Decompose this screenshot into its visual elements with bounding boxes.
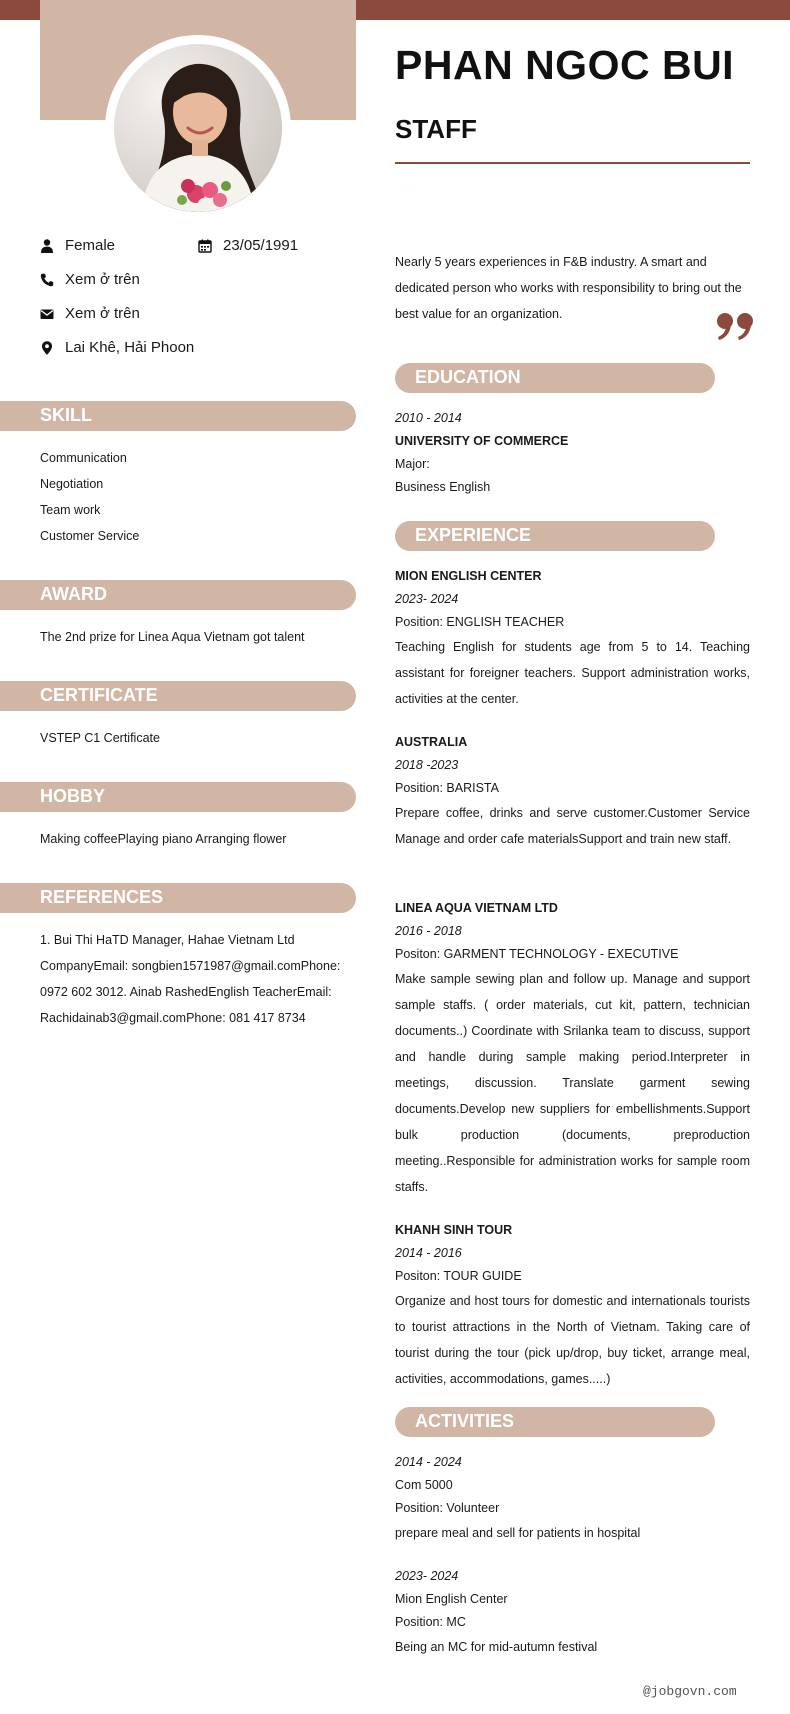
education-school: UNIVERSITY OF COMMERCE bbox=[395, 434, 569, 448]
skill-heading: SKILL bbox=[40, 405, 92, 425]
experience-company: MION ENGLISH CENTER bbox=[395, 569, 542, 583]
experience-description: Make sample sewing plan and follow up. Manage and support sample staffs. ( order materials, cut kit, pattern, technician documents..) Coordinate with Srilanka team to discuss, support and handle during sample making period.Interpreter in meetings, discussion. Translate garment sewing documents.Develop new suppliers for embellishments.Support bulk production (documents, preproduction meeting..Responsible for administration works for sample room staffs. bbox=[395, 972, 750, 1194]
experience-period: 2023- 2024 bbox=[395, 592, 459, 606]
experience-position: Position: BARISTA bbox=[395, 781, 499, 795]
quote-mark-icon bbox=[716, 312, 754, 342]
skill-list bbox=[40, 445, 356, 549]
references-section-header bbox=[0, 883, 356, 913]
birthday-value: 23/05/1991 bbox=[223, 237, 299, 254]
experience-company: AUSTRALIA bbox=[395, 735, 468, 749]
gender-value: Female bbox=[65, 237, 116, 254]
certificate-section-header bbox=[0, 681, 356, 711]
experience-period: 2014 - 2016 bbox=[395, 1246, 462, 1260]
experience-period: 2016 - 2018 bbox=[395, 924, 462, 938]
experience-company: KHANH SINH TOUR bbox=[395, 1223, 513, 1237]
activities-section-header bbox=[395, 1407, 715, 1437]
experience-position: Positon: GARMENT TECHNOLOGY - EXECUTIVE bbox=[395, 947, 679, 961]
activity-entry bbox=[395, 1451, 750, 1546]
experience-company: LINEA AQUA VIETNAM LTD bbox=[395, 901, 558, 915]
portrait-photo bbox=[114, 44, 282, 212]
hobby-heading: HOBBY bbox=[40, 786, 106, 806]
experience-entry bbox=[395, 1219, 750, 1392]
profile-summary: Nearly 5 years experiences in F&B industry. A smart and dedicated person who works with responsibility to bring out the best value for an organization. bbox=[395, 255, 742, 321]
skill-section-header bbox=[0, 401, 356, 431]
award-heading: AWARD bbox=[40, 584, 107, 604]
experience-position: Position: ENGLISH TEACHER bbox=[395, 615, 565, 629]
person-icon bbox=[40, 239, 54, 253]
email-row bbox=[40, 305, 140, 322]
address-row bbox=[40, 339, 194, 356]
experience-position: Positon: TOUR GUIDE bbox=[395, 1269, 522, 1283]
avatar-ring bbox=[105, 35, 291, 221]
experience-period: 2018 -2023 bbox=[395, 758, 459, 772]
phone-row bbox=[40, 271, 140, 288]
birthday-row bbox=[198, 237, 298, 254]
hobby-text: Making coffeePlaying piano Arranging flower bbox=[40, 832, 287, 846]
certificate-heading: CERTIFICATE bbox=[40, 685, 158, 705]
email-value: Xem ở trên bbox=[65, 305, 140, 322]
activity-org: Com 5000 bbox=[395, 1478, 453, 1492]
experience-description: Organize and host tours for domestic and internationals tourists to tourist attractions in the North of Vietnam. Taking care of tourist during the tour (pick up/drop, buy ticket, arrange meal, activities, accommodations, games.....) bbox=[395, 1294, 750, 1386]
footer-watermark: @jobgovn.com bbox=[643, 1684, 737, 1699]
education-heading: EDUCATION bbox=[415, 367, 521, 387]
education-major: Business English bbox=[395, 480, 491, 494]
education-entry bbox=[395, 407, 750, 499]
activities-heading: ACTIVITIES bbox=[415, 1411, 515, 1431]
activity-org: Mion English Center bbox=[395, 1592, 508, 1606]
hobby-section-header bbox=[0, 782, 356, 812]
education-section-header bbox=[395, 363, 715, 393]
skill-item: Team work bbox=[40, 503, 101, 517]
avatar bbox=[114, 44, 282, 212]
location-pin-icon bbox=[40, 341, 54, 355]
address-value: Lai Khê, Hải Phoon bbox=[65, 339, 195, 356]
skill-item: Customer Service bbox=[40, 529, 140, 543]
education-major-label: Major: bbox=[395, 457, 430, 471]
gender-row bbox=[40, 237, 115, 254]
experience-description: Teaching English for students age from 5 to 14. Teaching assistant for foreigner teachers. Support administration works, activities at the center. bbox=[395, 640, 750, 706]
experience-entry bbox=[395, 731, 761, 852]
references-heading: REFERENCES bbox=[40, 887, 164, 907]
experience-entry bbox=[395, 897, 750, 1200]
skill-item: Communication bbox=[40, 451, 127, 465]
education-period: 2010 - 2014 bbox=[395, 411, 462, 425]
experience-description: Prepare coffee, drinks and serve customer.Customer Service Manage and order cafe materialsSupport and train new staff. bbox=[395, 806, 761, 846]
activity-position: Position: Volunteer bbox=[395, 1501, 500, 1515]
activity-description: prepare meal and sell for patients in hospital bbox=[395, 1526, 641, 1540]
envelope-icon bbox=[40, 307, 54, 321]
activity-period: 2014 - 2024 bbox=[395, 1455, 462, 1469]
activity-description: Being an MC for mid-autumn festival bbox=[395, 1640, 598, 1654]
award-text: The 2nd prize for Linea Aqua Vietnam got talent bbox=[40, 630, 305, 644]
experience-heading: EXPERIENCE bbox=[415, 525, 532, 545]
job-title: STAFF bbox=[395, 114, 477, 144]
activity-period: 2023- 2024 bbox=[395, 1569, 459, 1583]
phone-value: Xem ở trên bbox=[65, 271, 140, 288]
award-section-header bbox=[0, 580, 356, 610]
references-text: 1. Bui Thi HaTD Manager, Hahae Vietnam Ltd CompanyEmail: songbien1571987@gmail.comPhone: 0972 602 3012. Ainab RashedEnglish TeacherEmail: Rachidainab3@gmail.comPhone: 081 417 8734 bbox=[40, 933, 341, 1025]
experience-entry bbox=[395, 565, 750, 712]
skill-item: Negotiation bbox=[40, 477, 104, 491]
activity-entry bbox=[395, 1565, 750, 1660]
certificate-text: VSTEP C1 Certificate bbox=[40, 731, 160, 745]
phone-icon bbox=[40, 273, 54, 287]
experience-section-header bbox=[395, 521, 715, 551]
calendar-icon bbox=[198, 239, 212, 253]
candidate-name: PHAN NGOC BUI bbox=[395, 42, 735, 88]
title-divider bbox=[395, 162, 750, 164]
activity-position: Position: MC bbox=[395, 1615, 466, 1629]
